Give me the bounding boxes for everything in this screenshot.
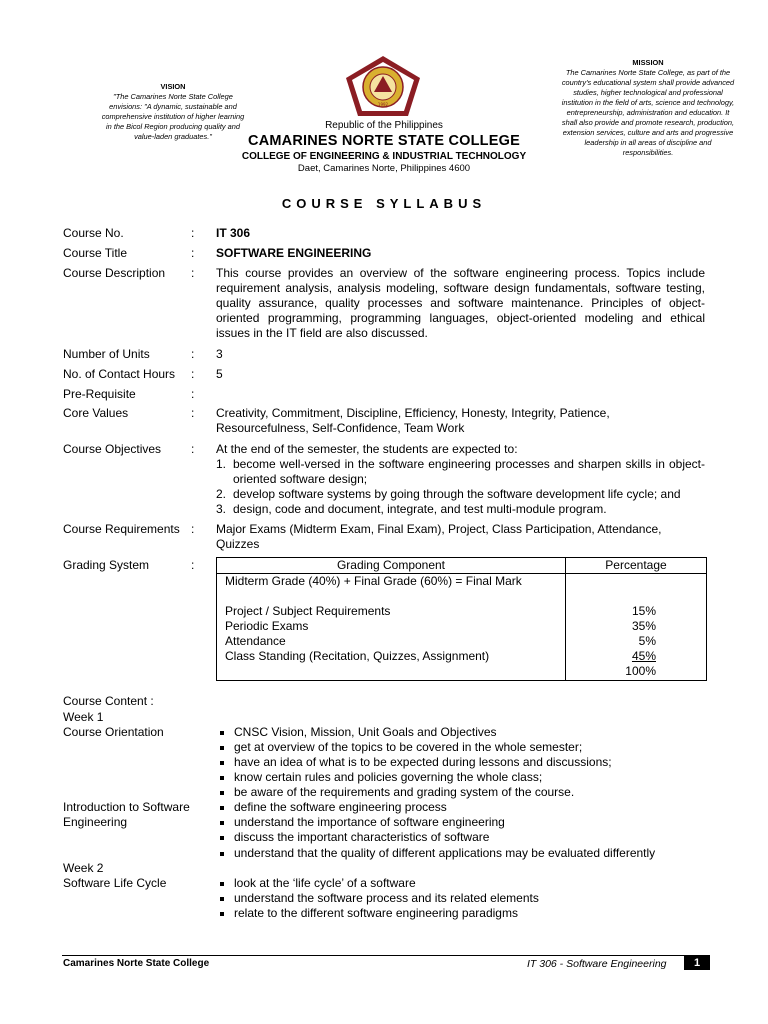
colon: : <box>191 367 195 381</box>
objective-item <box>216 502 705 517</box>
percentage-cell <box>566 649 707 664</box>
objective-number: 1. <box>216 457 227 471</box>
bullet-icon <box>220 746 224 750</box>
percentage-value: 45% <box>631 649 656 663</box>
field-label: Core Values <box>63 406 129 420</box>
mission-block <box>560 58 736 158</box>
field-label: Number of Units <box>63 347 150 361</box>
percentage-cell: 15% <box>566 604 707 619</box>
lifecycle-label: Software Life Cycle <box>63 876 167 890</box>
table-row <box>217 619 707 634</box>
mission-heading: MISSION <box>632 58 664 67</box>
objective-item <box>216 457 705 487</box>
objectives-intro: At the end of the semester, the students are expected to: <box>216 442 518 456</box>
bullet-icon <box>220 731 224 735</box>
field-label: No. of Contact Hours <box>63 367 176 381</box>
colon: : <box>191 387 195 401</box>
college-seal-logo <box>344 54 422 118</box>
table-row <box>217 574 707 590</box>
seal-year: 1992 <box>377 102 389 107</box>
column-header-component: Grading Component <box>217 558 566 574</box>
institution-header <box>200 120 568 175</box>
colon: : <box>191 522 195 536</box>
colon: : <box>191 266 195 280</box>
colon: : <box>191 442 195 456</box>
field-label: Course Requirements <box>63 522 180 536</box>
colon: : <box>191 558 195 572</box>
colon: : <box>191 246 195 260</box>
page-number: 1 <box>684 956 710 970</box>
vision-text: "The Camarines Norte State College envisions: "A dynamic, sustainable and comprehensive institution of higher learning in the Bicol Region producing quality and value-laden graduates." <box>101 92 245 141</box>
intro-label-line-2: Engineering <box>63 815 128 829</box>
percentage-cell: 35% <box>566 619 707 634</box>
college-name: CAMARINES NORTE STATE COLLEGE <box>248 133 520 149</box>
address-line: Daet, Camarines Norte, Philippines 4600 <box>297 163 471 174</box>
course-title-value: SOFTWARE ENGINEERING <box>216 246 372 260</box>
objective-item <box>216 487 705 502</box>
field-label: Pre-Requisite <box>63 387 136 401</box>
field-label: Course Title <box>63 246 128 260</box>
grading-table <box>216 557 707 681</box>
component-cell: Attendance <box>217 634 566 649</box>
mission-text: The Camarines Norte State College, as part of the country's educational system shall provide advanced studies, higher technological and professional institution in the field of arts, science and technology, entrepreneurship, administration and education. It shall also provide and promote research, production, extension services, culture and arts and progressive leadership in all areas of discipline and responsibilities. <box>561 68 735 157</box>
field-label: Course No. <box>63 226 124 240</box>
department-name: COLLEGE OF ENGINEERING & INDUSTRIAL TECHNOLOGY <box>241 151 527 162</box>
course-no-value: IT 306 <box>216 226 251 240</box>
field-label: Grading System <box>63 558 150 572</box>
table-header-row <box>217 558 707 574</box>
table-row <box>217 649 707 664</box>
footer-divider <box>62 955 710 956</box>
objectives-list <box>216 442 705 517</box>
core-values-value: Creativity, Commitment, Discipline, Efficiency, Honesty, Integrity, Patience, Resourcefulness, Self-Confidence, Team Work <box>216 406 610 435</box>
component-cell: Periodic Exams <box>217 619 566 634</box>
percentage-cell: 5% <box>566 634 707 649</box>
objective-number: 2. <box>216 487 227 501</box>
colon: : <box>191 406 195 420</box>
objective-text: design, code and document, integrate, and test multi-module program. <box>233 502 607 516</box>
week-1-label: Week 1 <box>63 710 104 724</box>
intro-label-line-1: Introduction to Software <box>63 800 190 814</box>
bullet-icon <box>220 791 224 795</box>
republic-line: Republic of the Philippines <box>325 120 443 131</box>
objective-text: develop software systems by going through the software development life cycle; and <box>233 487 681 501</box>
bullet-icon <box>220 852 224 856</box>
component-cell: Project / Subject Requirements <box>217 604 566 619</box>
objective-number: 3. <box>216 502 227 516</box>
colon: : <box>191 226 195 240</box>
bullet-icon <box>220 836 224 840</box>
units-value: 3 <box>216 347 223 361</box>
table-row <box>217 634 707 649</box>
table-row <box>217 604 707 619</box>
column-header-percentage: Percentage <box>566 558 707 574</box>
week-2-label: Week 2 <box>63 861 104 875</box>
bullet-icon <box>220 806 224 810</box>
formula-cell: Midterm Grade (40%) + Final Grade (60%) = Final Mark <box>217 574 566 590</box>
vision-heading: VISION <box>160 82 186 91</box>
course-content-heading: Course Content : <box>63 694 154 708</box>
bullet-icon <box>220 761 224 765</box>
total-cell: 100% <box>566 664 707 681</box>
footer-college: Camarines Norte State College <box>63 958 210 969</box>
page-title: COURSE SYLLABUS <box>281 196 487 211</box>
bullet-icon <box>220 821 224 825</box>
table-total-row <box>217 664 707 681</box>
colon: : <box>191 347 195 361</box>
bullet-icon <box>220 897 224 901</box>
component-cell: Class Standing (Recitation, Quizzes, Assignment) <box>217 649 566 664</box>
bullet-icon <box>220 776 224 780</box>
bullet-icon <box>220 882 224 886</box>
field-label: Course Description <box>63 266 166 280</box>
field-label: Course Objectives <box>63 442 162 456</box>
footer-course: IT 306 - Software Engineering <box>527 958 667 970</box>
course-description-value: This course provides an overview of the software engineering process. Topics include requirement analysis, analysis modeling, software design fundamentals, software testing, quality assurance, quality processes and software maintenance. Principles of object-oriented programming, programming languages, object-oriented modeling and ethical issues in the IT field are also discussed. <box>216 266 705 340</box>
contact-hours-value: 5 <box>216 367 223 381</box>
objective-text: become well-versed in the software engineering processes and sharpen skills in object-oriented software design; <box>233 457 705 486</box>
orientation-label: Course Orientation <box>63 725 164 739</box>
bullet-icon <box>220 912 224 916</box>
course-requirements-value: Major Exams (Midterm Exam, Final Exam), Project, Class Participation, Attendance, Quizzes <box>216 522 662 551</box>
table-row <box>217 589 707 604</box>
